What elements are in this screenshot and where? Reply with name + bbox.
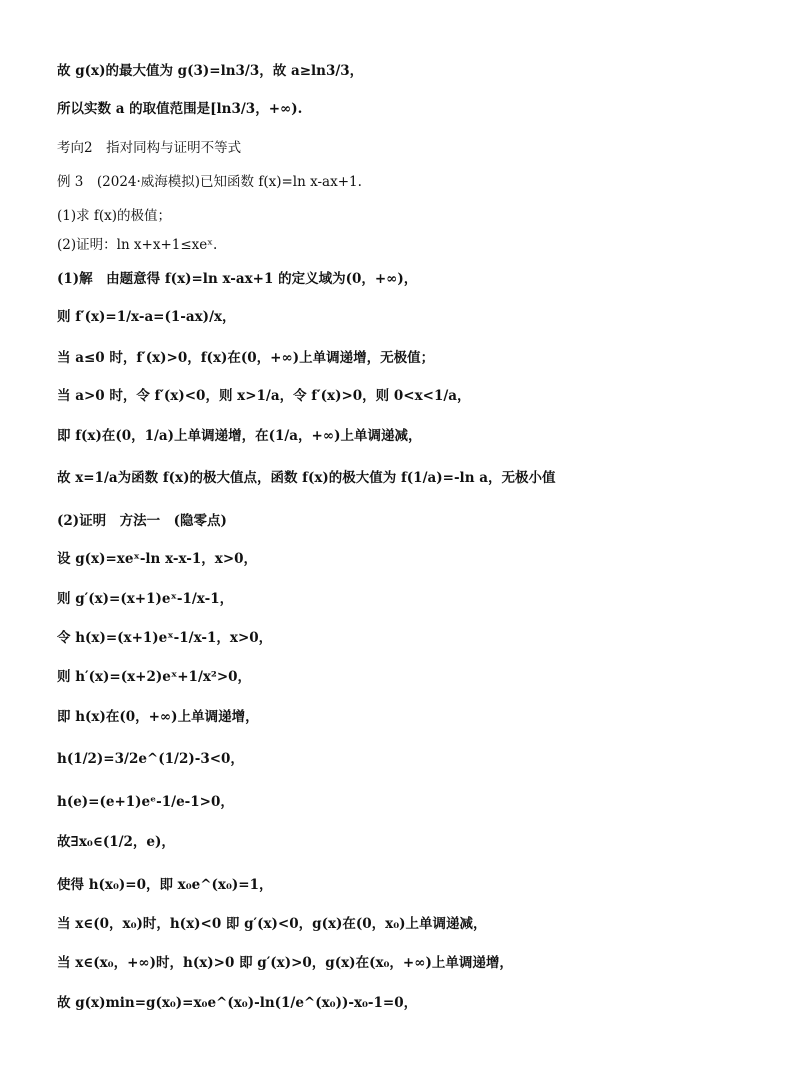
text-line: 即 h(x)在(0，+∞)上单调递增， xyxy=(57,709,259,725)
text-line: (2)证明 方法一 (隐零点) xyxy=(57,513,227,529)
text-line: (2)证明：ln x+x+1≤xeˣ. xyxy=(57,237,218,253)
text-line: 使得 h(x₀)=0，即 x₀e^(x₀)=1， xyxy=(57,877,273,893)
text-line: (1)解 由题意得 f(x)=ln x-ax+1 的定义域为(0，+∞)， xyxy=(57,271,418,287)
text-line: 即 f(x)在(0，1/a)上单调递增，在(1/a，+∞)上单调递减， xyxy=(57,428,422,444)
text-line: 则 h′(x)=(x+2)eˣ+1/x²>0， xyxy=(57,669,252,685)
text-line: 当 x∈(x₀，+∞)时，h(x)>0 即 g′(x)>0，g(x)在(x₀，+∞)上单调递增， xyxy=(57,955,513,971)
text-line: 当 a>0 时，令 f′(x)<0，则 x>1/a，令 f′(x)>0，则 0<x<1/a， xyxy=(57,388,471,404)
text-line: 则 g′(x)=(x+1)eˣ-1/x-1， xyxy=(57,591,234,607)
text-line: h(e)=(e+1)eᵉ-1/e-1>0， xyxy=(57,794,234,810)
text-line: 当 a≤0 时，f′(x)>0，f(x)在(0，+∞)上单调递增，无极值； xyxy=(57,350,435,366)
text-line: 故 g(x)min=g(x₀)=x₀e^(x₀)-ln(1/e^(x₀))-x₀-1=0， xyxy=(57,995,418,1011)
text-line: (1)求 f(x)的极值； xyxy=(57,208,172,224)
text-line: 故∃x₀∈(1/2，e)， xyxy=(57,834,175,850)
text-line: 所以实数 a 的取值范围是[ln3/3，+∞). xyxy=(57,101,303,117)
text-line: h(1/2)=3/2e^(1/2)-3<0， xyxy=(57,751,244,767)
text-line: 当 x∈(0，x₀)时，h(x)<0 即 g′(x)<0，g(x)在(0，x₀)上单调递减， xyxy=(57,916,487,932)
text-line: 令 h(x)=(x+1)eˣ-1/x-1，x>0， xyxy=(57,630,273,646)
text-line: 故 x=1/a为函数 f(x)的极大值点，函数 f(x)的极大值为 f(1/a)=-ln a，无极小值 xyxy=(57,470,556,486)
text-line: 设 g(x)=xeˣ-ln x-x-1，x>0， xyxy=(57,551,258,567)
section-heading: 考向2 指对同构与证明不等式 xyxy=(57,140,242,156)
text-line: 故 g(x)的最大值为 g(3)=ln3/3，故 a≥ln3/3， xyxy=(57,63,364,79)
text-line: 则 f′(x)=1/x-a=(1-ax)/x， xyxy=(57,309,236,325)
example-title: 例 3 (2024·威海模拟)已知函数 f(x)=ln x-ax+1. xyxy=(57,174,362,190)
